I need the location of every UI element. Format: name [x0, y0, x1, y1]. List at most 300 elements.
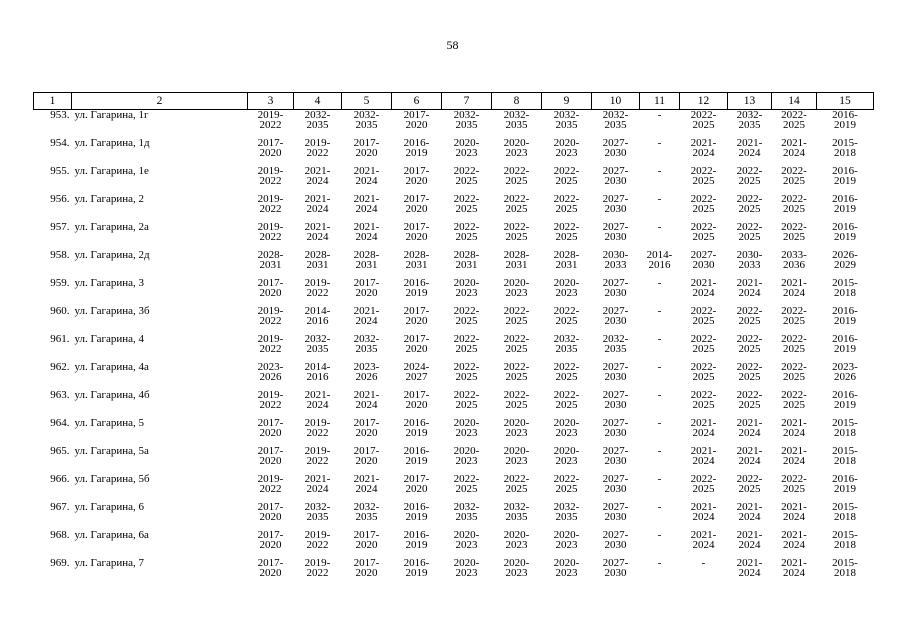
range-start: 2022-	[736, 333, 763, 345]
range-end: 2030	[604, 483, 627, 495]
range-start: 2022-	[503, 305, 530, 317]
range-end: 2030	[604, 147, 627, 159]
year-range-cell	[817, 446, 874, 474]
range-end: 2025	[692, 231, 715, 243]
year-range-cell	[442, 558, 492, 586]
year-range-cell	[442, 110, 492, 139]
year-range-cell	[817, 474, 874, 502]
year-range-cell	[342, 110, 392, 139]
range-start: -	[701, 557, 706, 569]
table-row	[34, 502, 874, 530]
range-start: 2021-	[304, 389, 331, 401]
range-start: 2021-	[353, 193, 380, 205]
range-start: 2027-	[602, 361, 629, 373]
range-end: 2022	[259, 119, 282, 131]
range-start: -	[657, 137, 662, 149]
range-start: 2030-	[602, 249, 629, 261]
range-start: 2027-	[602, 165, 629, 177]
column-header: 8	[492, 93, 542, 110]
year-range-cell	[294, 110, 342, 139]
year-range-cell	[728, 502, 772, 530]
year-range-cell	[640, 250, 680, 278]
range-start: 2027-	[690, 249, 717, 261]
range-start: 2021-	[353, 473, 380, 485]
year-range-cell	[640, 362, 680, 390]
year-range-cell	[592, 110, 640, 139]
range-start: 2022-	[736, 473, 763, 485]
range-start: 2020-	[453, 529, 480, 541]
range-start: 2019-	[304, 137, 331, 149]
range-end: 2030	[604, 371, 627, 383]
range-end: 2025	[738, 483, 761, 495]
row-number: 965.	[50, 445, 70, 457]
range-start: 2021-	[736, 277, 763, 289]
year-range-cell	[817, 530, 874, 558]
year-range-cell	[542, 250, 592, 278]
range-start: 2022-	[781, 473, 807, 485]
range-start: 2022-	[690, 361, 717, 373]
range-start: 2028-	[503, 249, 530, 261]
year-range-cell	[817, 278, 874, 306]
range-start: 2022-	[453, 473, 480, 485]
year-range-cell	[592, 558, 640, 586]
year-range-cell	[492, 558, 542, 586]
range-end: 2024	[738, 511, 761, 523]
range-start: 2019-	[257, 333, 284, 345]
year-range-cell	[342, 138, 392, 166]
range-start: 2021-	[304, 165, 331, 177]
year-range-cell	[492, 250, 542, 278]
address-cell: ул. Гагарина, 2	[74, 193, 145, 205]
address-cell: ул. Гагарина, 6а	[74, 529, 149, 541]
year-range-cell	[342, 278, 392, 306]
range-end: 2018	[834, 427, 856, 439]
year-range-cell	[294, 474, 342, 502]
column-header: 9	[542, 93, 592, 110]
row-number: 961.	[50, 333, 70, 345]
year-range-cell	[248, 558, 294, 586]
range-start: 2022-	[736, 361, 763, 373]
range-end: 2024	[738, 539, 761, 551]
range-start: 2022-	[781, 193, 807, 205]
range-start: 2022-	[503, 333, 530, 345]
range-end: 2025	[455, 399, 478, 411]
year-range-cell	[772, 194, 817, 222]
year-range-cell	[392, 222, 442, 250]
range-start: 2015-	[832, 501, 858, 513]
range-end: 2025	[455, 371, 478, 383]
range-end: 2035	[604, 343, 627, 355]
year-range-cell	[492, 502, 542, 530]
range-start: 2027-	[602, 221, 629, 233]
range-start: -	[657, 445, 662, 457]
range-end: 2030	[604, 203, 627, 215]
year-range-cell	[542, 362, 592, 390]
year-range-cell	[442, 530, 492, 558]
year-range-cell	[294, 558, 342, 586]
range-end: 2025	[505, 343, 528, 355]
range-end: 2024	[355, 231, 378, 243]
year-range-cell	[817, 222, 874, 250]
range-end: 2019	[834, 231, 856, 243]
range-end: 2023	[555, 567, 578, 579]
column-header: 5	[342, 93, 392, 110]
range-start: 2021-	[781, 445, 807, 457]
range-end: 2030	[604, 175, 627, 187]
range-start: 2027-	[602, 473, 629, 485]
column-header: 7	[442, 93, 492, 110]
year-range-cell	[294, 390, 342, 418]
range-start: 2021-	[781, 417, 807, 429]
year-range-cell	[294, 530, 342, 558]
range-start: 2021-	[736, 445, 763, 457]
range-end: 2030	[604, 455, 627, 467]
range-end: 2023	[455, 539, 478, 551]
range-start: -	[657, 109, 662, 121]
year-range-cell	[592, 250, 640, 278]
range-end: 2019	[405, 539, 428, 551]
year-range-cell	[342, 446, 392, 474]
year-range-cell	[342, 502, 392, 530]
year-range-cell	[342, 166, 392, 194]
range-start: 2016-	[832, 473, 858, 485]
year-range-cell	[640, 138, 680, 166]
range-end: 2024	[692, 539, 715, 551]
range-start: 2032-	[353, 501, 380, 513]
address-cell: ул. Гагарина, 2а	[74, 221, 149, 233]
range-start: 2032-	[503, 501, 530, 513]
range-end: 2025	[692, 483, 715, 495]
range-start: 2032-	[553, 109, 580, 121]
range-start: 2022-	[690, 333, 717, 345]
range-start: 2022-	[503, 221, 530, 233]
range-end: 2025	[738, 203, 761, 215]
range-end: 2018	[834, 455, 856, 467]
year-range-cell	[542, 474, 592, 502]
range-end: 2018	[834, 539, 856, 551]
range-start: 2027-	[602, 277, 629, 289]
range-end: 2025	[783, 231, 805, 243]
range-end: 2030	[604, 231, 627, 243]
year-range-cell	[542, 194, 592, 222]
range-start: 2022-	[553, 389, 580, 401]
range-end: 2035	[355, 511, 378, 523]
range-start: 2020-	[553, 277, 580, 289]
year-range-cell	[640, 474, 680, 502]
range-start: 2017-	[257, 557, 284, 569]
table-row	[34, 530, 874, 558]
range-start: 2020-	[503, 529, 530, 541]
range-start: 2022-	[453, 361, 480, 373]
range-end: 2019	[405, 511, 428, 523]
range-end: 2022	[306, 147, 329, 159]
year-range-cell	[680, 250, 728, 278]
range-end: 2035	[505, 119, 528, 131]
range-end: 2022	[306, 567, 329, 579]
row-number: 964.	[50, 417, 70, 429]
year-range-cell	[772, 446, 817, 474]
range-end: 2020	[259, 511, 282, 523]
range-end: 2025	[455, 343, 478, 355]
range-start: 2022-	[736, 193, 763, 205]
address-cell: ул. Гагарина, 4б	[74, 389, 150, 401]
year-range-cell	[680, 474, 728, 502]
year-range-cell	[592, 390, 640, 418]
range-end: 2025	[783, 371, 805, 383]
year-range-cell	[640, 166, 680, 194]
year-range-cell	[294, 138, 342, 166]
range-end: 2020	[405, 119, 428, 131]
year-range-cell	[442, 502, 492, 530]
range-end: 2030	[604, 287, 627, 299]
range-end: 2020	[259, 147, 282, 159]
range-start: 2016-	[832, 221, 858, 233]
range-end: 2020	[355, 147, 378, 159]
range-start: 2021-	[781, 137, 807, 149]
range-start: 2019-	[257, 193, 284, 205]
range-start: 2022-	[453, 305, 480, 317]
range-end: 2022	[306, 539, 329, 551]
year-range-cell	[728, 446, 772, 474]
year-range-cell	[817, 334, 874, 362]
range-end: 2025	[505, 399, 528, 411]
range-end: 2018	[834, 511, 856, 523]
year-range-cell	[442, 418, 492, 446]
range-start: 2016-	[403, 501, 430, 513]
range-end: 2020	[259, 567, 282, 579]
range-end: 2022	[259, 231, 282, 243]
row-number: 969.	[50, 557, 70, 569]
row-number: 966.	[50, 473, 70, 485]
range-end: 2022	[259, 343, 282, 355]
range-start: 2016-	[403, 137, 430, 149]
year-range-cell	[442, 306, 492, 334]
range-start: 2022-	[781, 389, 807, 401]
range-start: 2023-	[257, 361, 284, 373]
range-end: 2024	[738, 427, 761, 439]
year-range-cell	[772, 334, 817, 362]
range-start: 2015-	[832, 529, 858, 541]
range-start: 2021-	[304, 193, 331, 205]
year-range-cell	[542, 558, 592, 586]
range-end: 2031	[555, 259, 578, 271]
range-start: 2021-	[781, 557, 807, 569]
year-range-cell	[392, 166, 442, 194]
range-start: 2017-	[403, 109, 430, 121]
range-end: 2025	[505, 175, 528, 187]
range-end: 2022	[306, 455, 329, 467]
table-row	[34, 362, 874, 390]
year-range-cell	[492, 418, 542, 446]
range-start: 2032-	[602, 109, 629, 121]
column-header: 2	[72, 93, 248, 110]
year-range-cell	[342, 418, 392, 446]
range-end: 2020	[355, 539, 378, 551]
year-range-cell	[680, 334, 728, 362]
range-end: 2035	[555, 119, 578, 131]
range-end: 2029	[834, 259, 856, 271]
range-start: 2017-	[403, 333, 430, 345]
range-start: 2027-	[602, 193, 629, 205]
year-range-cell	[492, 474, 542, 502]
range-end: 2023	[555, 287, 578, 299]
range-start: 2021-	[781, 277, 807, 289]
range-end: 2025	[738, 343, 761, 355]
year-range-cell	[542, 110, 592, 139]
range-start: 2016-	[403, 417, 430, 429]
range-end: 2031	[306, 259, 329, 271]
range-end: 2025	[455, 175, 478, 187]
range-start: 2019-	[304, 277, 331, 289]
year-range-cell	[442, 446, 492, 474]
range-end: 2026	[834, 371, 856, 383]
year-range-cell	[342, 334, 392, 362]
range-start: 2017-	[257, 277, 284, 289]
range-start: 2017-	[403, 305, 430, 317]
range-start: 2020-	[553, 137, 580, 149]
range-end: 2024	[692, 455, 715, 467]
year-range-cell	[392, 334, 442, 362]
year-range-cell	[680, 166, 728, 194]
range-start: 2023-	[353, 361, 380, 373]
range-end: 2025	[692, 315, 715, 327]
range-start: 2017-	[353, 529, 380, 541]
range-end: 2025	[555, 203, 578, 215]
year-range-cell	[640, 502, 680, 530]
range-start: 2027-	[602, 417, 629, 429]
year-range-cell	[728, 390, 772, 418]
range-end: 2024	[306, 483, 329, 495]
year-range-cell	[592, 446, 640, 474]
range-start: 2022-	[736, 305, 763, 317]
column-header: 15	[817, 93, 874, 110]
address-cell: ул. Гагарина, 7	[74, 557, 145, 569]
range-end: 2025	[555, 231, 578, 243]
year-range-cell	[342, 558, 392, 586]
range-end: 2020	[405, 175, 428, 187]
range-start: 2020-	[453, 417, 480, 429]
range-end: 2024	[738, 147, 761, 159]
range-end: 2023	[505, 455, 528, 467]
year-range-cell	[392, 306, 442, 334]
year-range-cell	[640, 194, 680, 222]
range-start: 2022-	[553, 361, 580, 373]
year-range-cell	[592, 138, 640, 166]
header-row	[34, 93, 874, 110]
range-end: 2019	[834, 203, 856, 215]
range-end: 2020	[259, 287, 282, 299]
range-start: 2022-	[553, 221, 580, 233]
range-start: 2022-	[453, 221, 480, 233]
range-start: -	[657, 529, 662, 541]
year-range-cell	[772, 278, 817, 306]
range-start: 2021-	[353, 305, 380, 317]
year-range-cell	[680, 138, 728, 166]
address-cell: ул. Гагарина, 1г	[74, 109, 149, 121]
range-end: 2035	[555, 343, 578, 355]
range-start: 2021-	[690, 417, 717, 429]
range-start: 2023-	[832, 361, 858, 373]
range-start: 2022-	[690, 473, 717, 485]
year-range-cell	[342, 194, 392, 222]
year-range-cell	[728, 166, 772, 194]
range-start: -	[657, 389, 662, 401]
range-end: 2024	[783, 567, 805, 579]
range-start: 2027-	[602, 305, 629, 317]
range-start: 2022-	[503, 473, 530, 485]
range-start: 2027-	[602, 445, 629, 457]
range-end: 2025	[505, 315, 528, 327]
range-start: 2022-	[553, 305, 580, 317]
range-end: 2030	[604, 315, 627, 327]
range-start: 2026-	[832, 249, 858, 261]
range-end: 2022	[259, 203, 282, 215]
year-range-cell	[248, 446, 294, 474]
address-cell: ул. Гагарина, 6	[74, 501, 145, 513]
year-range-cell	[248, 306, 294, 334]
range-start: 2016-	[832, 389, 858, 401]
range-start: 2032-	[353, 333, 380, 345]
range-start: 2015-	[832, 417, 858, 429]
range-start: 2032-	[602, 333, 629, 345]
range-start: 2014-	[304, 305, 331, 317]
year-range-cell	[542, 306, 592, 334]
year-range-cell	[772, 166, 817, 194]
address-cell: ул. Гагарина, 4а	[74, 361, 149, 373]
address-cell: ул. Гагарина, 2д	[74, 249, 150, 261]
range-end: 2022	[259, 315, 282, 327]
range-start: 2022-	[736, 221, 763, 233]
range-end: 2020	[355, 427, 378, 439]
year-range-cell	[248, 502, 294, 530]
range-end: 2024	[306, 175, 329, 187]
year-range-cell	[592, 306, 640, 334]
range-end: 2016	[306, 315, 329, 327]
range-start: 2027-	[602, 529, 629, 541]
column-header: 4	[294, 93, 342, 110]
year-range-cell	[772, 306, 817, 334]
row-number: 956.	[50, 193, 70, 205]
range-start: 2015-	[832, 445, 858, 457]
table-row	[34, 558, 874, 586]
range-end: 2024	[355, 315, 378, 327]
range-start: 2021-	[690, 137, 717, 149]
year-range-cell	[640, 110, 680, 139]
range-start: 2022-	[453, 165, 480, 177]
range-end: 2024	[355, 203, 378, 215]
year-range-cell	[542, 278, 592, 306]
year-range-cell	[728, 558, 772, 586]
range-end: 2018	[834, 147, 856, 159]
range-end: 2030	[604, 539, 627, 551]
row-number: 959.	[50, 277, 70, 289]
table-row	[34, 390, 874, 418]
year-range-cell	[342, 474, 392, 502]
year-range-cell	[342, 222, 392, 250]
year-range-cell	[772, 418, 817, 446]
range-end: 2020	[355, 567, 378, 579]
range-end: 2025	[555, 175, 578, 187]
column-header: 14	[772, 93, 817, 110]
range-start: 2015-	[832, 137, 858, 149]
range-end: 2025	[783, 119, 805, 131]
row-number: 958.	[50, 249, 70, 261]
range-start: -	[657, 417, 662, 429]
page-number: 58	[446, 38, 459, 52]
year-range-cell	[492, 138, 542, 166]
range-start: -	[657, 193, 662, 205]
table-row	[34, 110, 874, 139]
